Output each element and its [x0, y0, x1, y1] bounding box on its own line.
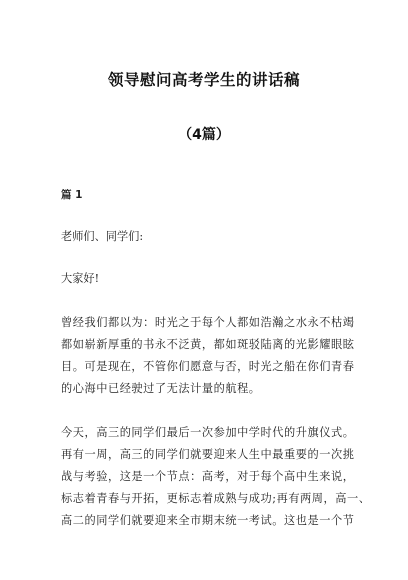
document-title: 领导慰问高考学生的讲话稿 — [107, 71, 300, 89]
paragraph-1-line-3: 目。可是现在，不管你们愿意与否，时光之船在你们青春 — [61, 360, 355, 373]
paragraph-2-line-3: 战与考验，这是一个节点：高考，对于每个高中生来说， — [61, 470, 355, 483]
document-subtitle: （4篇） — [178, 127, 230, 143]
paragraph-2-line-5: 高二的同学们就要迎来全市期末统一考试。这也是一个节 — [61, 514, 355, 527]
greeting: 大家好! — [61, 272, 100, 285]
paragraph-1-line-2: 都如崭新厚重的书永不泛黄，都如斑驳陆离的光影耀眼眩 — [61, 338, 355, 351]
paragraph-2-line-2: 再有一周，高三的同学们就要迎来人生中最重要的一次挑 — [61, 448, 355, 461]
paragraph-1-line-4: 的心海中已经驶过了无法计量的航程。 — [61, 382, 261, 395]
chapter-label: 篇 1 — [61, 189, 83, 201]
paragraph-1-line-1: 曾经我们都以为：时光之于每个人都如浩瀚之水永不枯竭 — [61, 316, 355, 329]
paragraph-2-line-1: 今天，高三的同学们最后一次参加中学时代的升旗仪式。 — [61, 426, 355, 439]
salutation: 老师们、同学们: — [61, 230, 144, 243]
paragraph-2-line-4: 标志着青春与开拓，更标志着成熟与成功;再有两周，高一、 — [61, 492, 371, 505]
